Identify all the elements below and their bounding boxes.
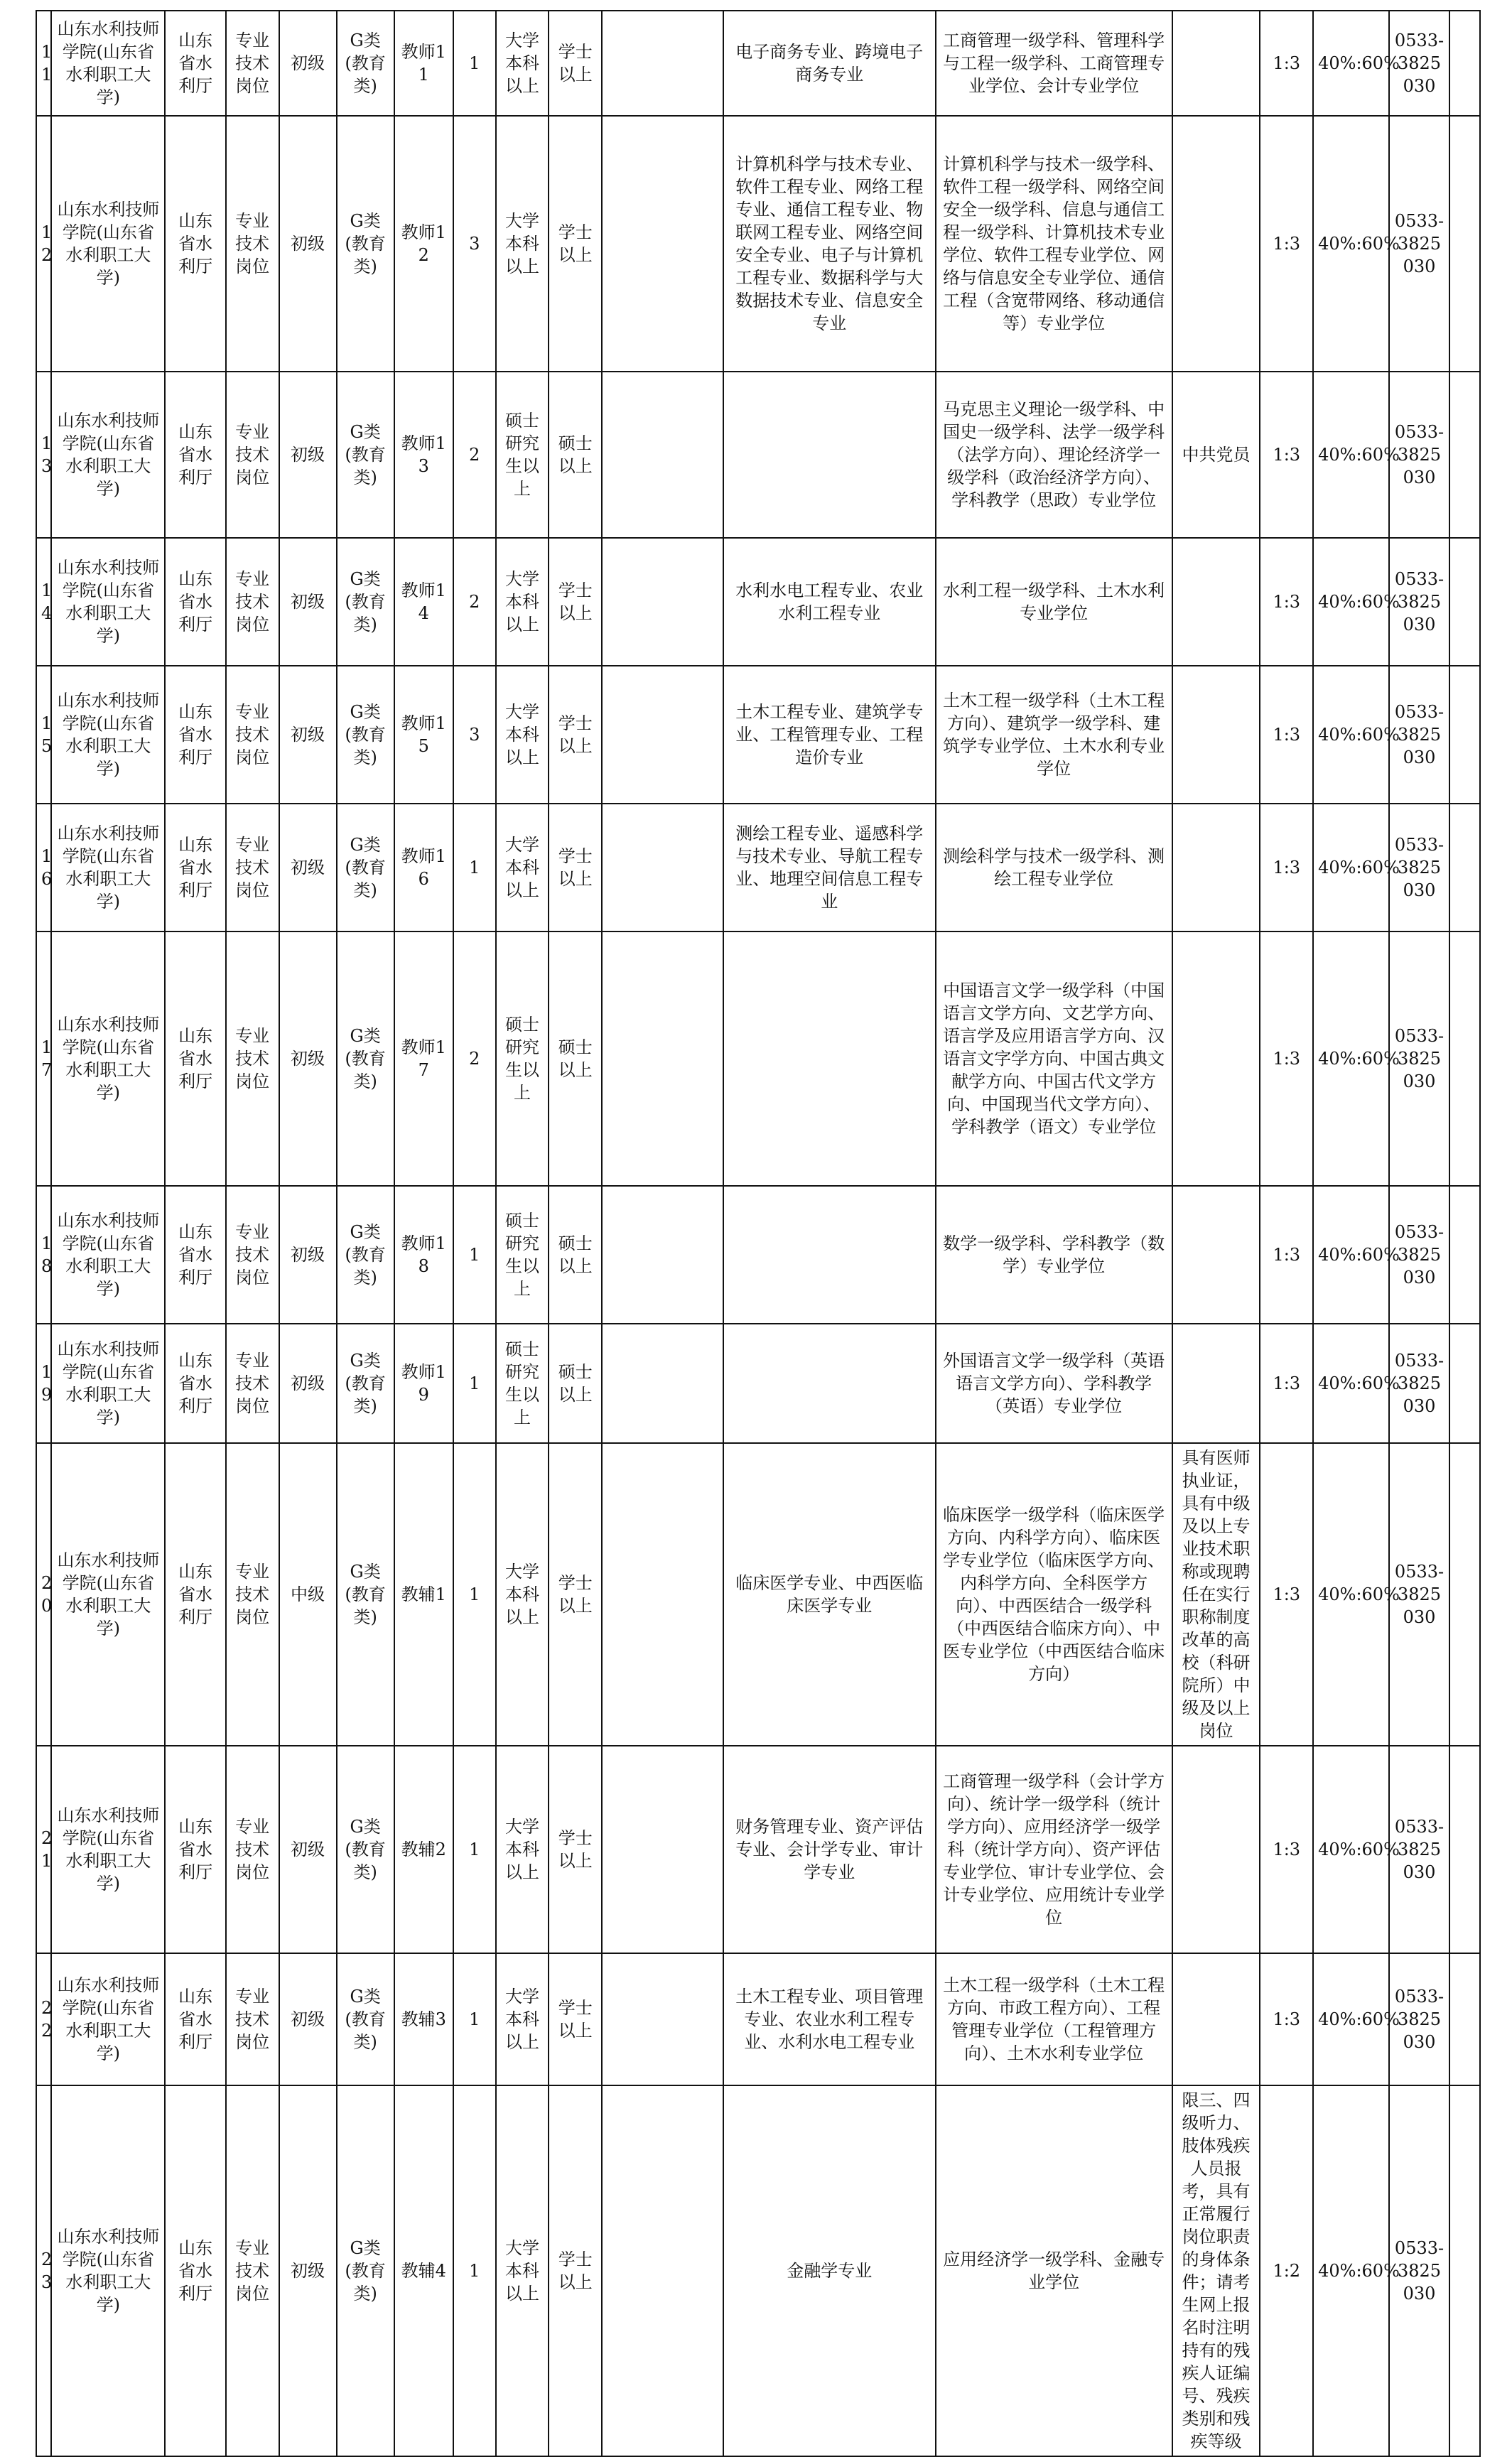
other-requirements: 具有医师执业证，具有中级及以上专业技术职称或现聘任在实行职称制度改革的高校（科研院所）中级及以上岗位 — [1172, 1443, 1260, 1746]
exam-ratio: 1:3 — [1260, 932, 1313, 1186]
recruitment-table — [36, 10, 1481, 2457]
trailing-blank-cell — [1449, 2085, 1480, 2456]
education-requirement: 硕士研究生以上 — [496, 1186, 549, 1324]
education-requirement: 大学本科以上 — [496, 11, 549, 116]
degree-requirement: 学士以上 — [549, 804, 602, 932]
recruitment-table-sheet — [36, 10, 1481, 2457]
education-requirement: 硕士研究生以上 — [496, 932, 549, 1186]
table-row — [36, 116, 1480, 372]
table-row — [36, 1324, 1480, 1443]
post-type: 专业技术岗位 — [226, 116, 279, 372]
exam-ratio: 1:3 — [1260, 1443, 1313, 1746]
score-weight: 40%:60% — [1313, 538, 1389, 666]
hire-count: 1 — [453, 804, 496, 932]
table-row — [36, 1186, 1480, 1324]
postgraduate-majors: 应用经济学一级学科、金融专业学位 — [936, 2085, 1172, 2456]
undergraduate-majors — [723, 1324, 936, 1443]
post-category: G类(教育类) — [337, 932, 394, 1186]
employer-name: 山东水利技师学院(山东省水利职工大学) — [51, 538, 165, 666]
supervising-dept: 山东省水利厅 — [165, 1746, 225, 1953]
undergraduate-majors: 土木工程专业、建筑学专业、工程管理专业、工程造价专业 — [723, 666, 936, 804]
contact-phone: 0533-3825030 — [1389, 116, 1449, 372]
blank-cell — [602, 1443, 723, 1746]
supervising-dept: 山东省水利厅 — [165, 1324, 225, 1443]
post-name: 教师13 — [394, 372, 453, 538]
post-name: 教师18 — [394, 1186, 453, 1324]
trailing-blank-cell — [1449, 932, 1480, 1186]
contact-phone: 0533-3825030 — [1389, 804, 1449, 932]
table-row — [36, 1746, 1480, 1953]
post-level: 中级 — [279, 1443, 337, 1746]
contact-phone: 0533-3825030 — [1389, 11, 1449, 116]
contact-phone: 0533-3825030 — [1389, 2085, 1449, 2456]
supervising-dept: 山东省水利厅 — [165, 2085, 225, 2456]
other-requirements — [1172, 1324, 1260, 1443]
other-requirements — [1172, 1746, 1260, 1953]
education-requirement: 硕士研究生以上 — [496, 1324, 549, 1443]
post-category: G类(教育类) — [337, 804, 394, 932]
exam-ratio: 1:3 — [1260, 538, 1313, 666]
trailing-blank-cell — [1449, 1443, 1480, 1746]
contact-phone: 0533-3825030 — [1389, 666, 1449, 804]
supervising-dept: 山东省水利厅 — [165, 11, 225, 116]
undergraduate-majors: 测绘工程专业、遥感科学与技术专业、导航工程专业、地理空间信息工程专业 — [723, 804, 936, 932]
postgraduate-majors: 工商管理一级学科（会计学方向）、统计学一级学科（统计学方向）、应用经济学一级学科（统计学方向）、资产评估专业学位、审计专业学位、会计专业学位、应用统计专业学位 — [936, 1746, 1172, 1953]
post-level: 初级 — [279, 116, 337, 372]
blank-cell — [602, 1324, 723, 1443]
exam-ratio: 1:3 — [1260, 1186, 1313, 1324]
contact-phone: 0533-3825030 — [1389, 372, 1449, 538]
post-type: 专业技术岗位 — [226, 372, 279, 538]
blank-cell — [602, 804, 723, 932]
supervising-dept: 山东省水利厅 — [165, 666, 225, 804]
undergraduate-majors: 土木工程专业、项目管理专业、农业水利工程专业、水利水电工程专业 — [723, 1953, 936, 2085]
post-type: 专业技术岗位 — [226, 11, 279, 116]
score-weight: 40%:60% — [1313, 666, 1389, 804]
post-name: 教师16 — [394, 804, 453, 932]
degree-requirement: 学士以上 — [549, 1746, 602, 1953]
blank-cell — [602, 666, 723, 804]
trailing-blank-cell — [1449, 1953, 1480, 2085]
score-weight: 40%:60% — [1313, 932, 1389, 1186]
table-row — [36, 1953, 1480, 2085]
employer-name: 山东水利技师学院(山东省水利职工大学) — [51, 1443, 165, 1746]
hire-count: 1 — [453, 2085, 496, 2456]
undergraduate-majors: 水利水电工程专业、农业水利工程专业 — [723, 538, 936, 666]
undergraduate-majors — [723, 932, 936, 1186]
exam-ratio: 1:3 — [1260, 116, 1313, 372]
hire-count: 3 — [453, 666, 496, 804]
post-name: 教师17 — [394, 932, 453, 1186]
other-requirements — [1172, 1186, 1260, 1324]
education-requirement: 大学本科以上 — [496, 1953, 549, 2085]
row-number: 15 — [36, 666, 51, 804]
post-name: 教辅1 — [394, 1443, 453, 1746]
education-requirement: 大学本科以上 — [496, 538, 549, 666]
score-weight: 40%:60% — [1313, 372, 1389, 538]
degree-requirement: 学士以上 — [549, 538, 602, 666]
education-requirement: 大学本科以上 — [496, 2085, 549, 2456]
degree-requirement: 硕士以上 — [549, 372, 602, 538]
contact-phone: 0533-3825030 — [1389, 932, 1449, 1186]
row-number: 20 — [36, 1443, 51, 1746]
hire-count: 1 — [453, 1443, 496, 1746]
hire-count: 2 — [453, 538, 496, 666]
employer-name: 山东水利技师学院(山东省水利职工大学) — [51, 932, 165, 1186]
other-requirements: 中共党员 — [1172, 372, 1260, 538]
exam-ratio: 1:3 — [1260, 1953, 1313, 2085]
row-number: 21 — [36, 1746, 51, 1953]
supervising-dept: 山东省水利厅 — [165, 116, 225, 372]
supervising-dept: 山东省水利厅 — [165, 1953, 225, 2085]
employer-name: 山东水利技师学院(山东省水利职工大学) — [51, 116, 165, 372]
employer-name: 山东水利技师学院(山东省水利职工大学) — [51, 1746, 165, 1953]
table-row — [36, 804, 1480, 932]
post-type: 专业技术岗位 — [226, 1746, 279, 1953]
degree-requirement: 硕士以上 — [549, 1186, 602, 1324]
post-category: G类(教育类) — [337, 1186, 394, 1324]
hire-count: 1 — [453, 1186, 496, 1324]
employer-name: 山东水利技师学院(山东省水利职工大学) — [51, 11, 165, 116]
exam-ratio: 1:3 — [1260, 1746, 1313, 1953]
degree-requirement: 学士以上 — [549, 666, 602, 804]
trailing-blank-cell — [1449, 116, 1480, 372]
supervising-dept: 山东省水利厅 — [165, 932, 225, 1186]
other-requirements — [1172, 804, 1260, 932]
post-level: 初级 — [279, 932, 337, 1186]
blank-cell — [602, 932, 723, 1186]
degree-requirement: 学士以上 — [549, 1953, 602, 2085]
post-level: 初级 — [279, 11, 337, 116]
postgraduate-majors: 临床医学一级学科（临床医学方向、内科学方向）、临床医学专业学位（临床医学方向、内科学方向、全科医学方向）、中西医结合一级学科（中西医结合临床方向）、中医专业学位（中西医结合临床方向） — [936, 1443, 1172, 1746]
table-row — [36, 372, 1480, 538]
post-category: G类(教育类) — [337, 1324, 394, 1443]
score-weight: 40%:60% — [1313, 1443, 1389, 1746]
post-category: G类(教育类) — [337, 1443, 394, 1746]
supervising-dept: 山东省水利厅 — [165, 538, 225, 666]
trailing-blank-cell — [1449, 538, 1480, 666]
row-number: 13 — [36, 372, 51, 538]
table-row — [36, 666, 1480, 804]
other-requirements — [1172, 1953, 1260, 2085]
trailing-blank-cell — [1449, 1186, 1480, 1324]
education-requirement: 大学本科以上 — [496, 1443, 549, 1746]
undergraduate-majors: 临床医学专业、中西医临床医学专业 — [723, 1443, 936, 1746]
employer-name: 山东水利技师学院(山东省水利职工大学) — [51, 2085, 165, 2456]
postgraduate-majors: 外国语言文学一级学科（英语语言文学方向）、学科教学（英语）专业学位 — [936, 1324, 1172, 1443]
postgraduate-majors: 工商管理一级学科、管理科学与工程一级学科、工商管理专业学位、会计专业学位 — [936, 11, 1172, 116]
trailing-blank-cell — [1449, 11, 1480, 116]
score-weight: 40%:60% — [1313, 1746, 1389, 1953]
post-level: 初级 — [279, 538, 337, 666]
post-type: 专业技术岗位 — [226, 804, 279, 932]
supervising-dept: 山东省水利厅 — [165, 1186, 225, 1324]
post-type: 专业技术岗位 — [226, 1953, 279, 2085]
post-level: 初级 — [279, 372, 337, 538]
score-weight: 40%:60% — [1313, 804, 1389, 932]
post-type: 专业技术岗位 — [226, 538, 279, 666]
post-level: 初级 — [279, 1186, 337, 1324]
post-type: 专业技术岗位 — [226, 1324, 279, 1443]
employer-name: 山东水利技师学院(山东省水利职工大学) — [51, 804, 165, 932]
undergraduate-majors: 计算机科学与技术专业、软件工程专业、网络工程专业、通信工程专业、物联网工程专业、网络空间安全专业、电子与计算机工程专业、数据科学与大数据技术专业、信息安全专业 — [723, 116, 936, 372]
contact-phone: 0533-3825030 — [1389, 538, 1449, 666]
contact-phone: 0533-3825030 — [1389, 1186, 1449, 1324]
supervising-dept: 山东省水利厅 — [165, 804, 225, 932]
score-weight: 40%:60% — [1313, 116, 1389, 372]
blank-cell — [602, 1746, 723, 1953]
post-category: G类(教育类) — [337, 2085, 394, 2456]
education-requirement: 大学本科以上 — [496, 1746, 549, 1953]
trailing-blank-cell — [1449, 804, 1480, 932]
postgraduate-majors: 中国语言文学一级学科（中国语言文学方向、文艺学方向、语言学及应用语言学方向、汉语言文字学方向、中国古典文献学方向、中国古代文学方向、中国现当代文学方向）、学科教学（语文）专业学位 — [936, 932, 1172, 1186]
degree-requirement: 硕士以上 — [549, 932, 602, 1186]
postgraduate-majors: 马克思主义理论一级学科、中国史一级学科、法学一级学科（法学方向）、理论经济学一级学科（政治经济学方向）、学科教学（思政）专业学位 — [936, 372, 1172, 538]
undergraduate-majors: 电子商务专业、跨境电子商务专业 — [723, 11, 936, 116]
contact-phone: 0533-3825030 — [1389, 1443, 1449, 1746]
employer-name: 山东水利技师学院(山东省水利职工大学) — [51, 1953, 165, 2085]
blank-cell — [602, 11, 723, 116]
degree-requirement: 学士以上 — [549, 2085, 602, 2456]
score-weight: 40%:60% — [1313, 11, 1389, 116]
post-name: 教师15 — [394, 666, 453, 804]
row-number: 18 — [36, 1186, 51, 1324]
employer-name: 山东水利技师学院(山东省水利职工大学) — [51, 372, 165, 538]
undergraduate-majors: 财务管理专业、资产评估专业、会计学专业、审计学专业 — [723, 1746, 936, 1953]
post-type: 专业技术岗位 — [226, 2085, 279, 2456]
supervising-dept: 山东省水利厅 — [165, 372, 225, 538]
postgraduate-majors: 测绘科学与技术一级学科、测绘工程专业学位 — [936, 804, 1172, 932]
post-type: 专业技术岗位 — [226, 932, 279, 1186]
employer-name: 山东水利技师学院(山东省水利职工大学) — [51, 666, 165, 804]
post-level: 初级 — [279, 1953, 337, 2085]
table-row — [36, 11, 1480, 116]
score-weight: 40%:60% — [1313, 1186, 1389, 1324]
hire-count: 3 — [453, 116, 496, 372]
other-requirements — [1172, 538, 1260, 666]
postgraduate-majors: 土木工程一级学科（土木工程方向、市政工程方向）、工程管理专业学位（工程管理方向）、土木水利专业学位 — [936, 1953, 1172, 2085]
undergraduate-majors: 金融学专业 — [723, 2085, 936, 2456]
undergraduate-majors — [723, 372, 936, 538]
employer-name: 山东水利技师学院(山东省水利职工大学) — [51, 1186, 165, 1324]
postgraduate-majors: 水利工程一级学科、土木水利专业学位 — [936, 538, 1172, 666]
score-weight: 40%:60% — [1313, 2085, 1389, 2456]
education-requirement: 大学本科以上 — [496, 804, 549, 932]
post-category: G类(教育类) — [337, 372, 394, 538]
blank-cell — [602, 2085, 723, 2456]
other-requirements — [1172, 932, 1260, 1186]
other-requirements — [1172, 666, 1260, 804]
post-level: 初级 — [279, 1746, 337, 1953]
exam-ratio: 1:3 — [1260, 372, 1313, 538]
hire-count: 2 — [453, 372, 496, 538]
post-type: 专业技术岗位 — [226, 666, 279, 804]
exam-ratio: 1:2 — [1260, 2085, 1313, 2456]
degree-requirement: 硕士以上 — [549, 1324, 602, 1443]
row-number: 22 — [36, 1953, 51, 2085]
contact-phone: 0533-3825030 — [1389, 1953, 1449, 2085]
row-number: 11 — [36, 11, 51, 116]
exam-ratio: 1:3 — [1260, 804, 1313, 932]
table-row — [36, 2085, 1480, 2456]
post-type: 专业技术岗位 — [226, 1186, 279, 1324]
blank-cell — [602, 372, 723, 538]
post-name: 教师11 — [394, 11, 453, 116]
postgraduate-majors: 计算机科学与技术一级学科、软件工程一级学科、网络空间安全一级学科、信息与通信工程一级学科、计算机技术专业学位、软件工程专业学位、网络与信息安全专业学位、通信工程（含宽带网络、移动通信等）专业学位 — [936, 116, 1172, 372]
row-number: 14 — [36, 538, 51, 666]
employer-name: 山东水利技师学院(山东省水利职工大学) — [51, 1324, 165, 1443]
row-number: 16 — [36, 804, 51, 932]
blank-cell — [602, 1186, 723, 1324]
post-category: G类(教育类) — [337, 116, 394, 372]
undergraduate-majors — [723, 1186, 936, 1324]
postgraduate-majors: 数学一级学科、学科教学（数学）专业学位 — [936, 1186, 1172, 1324]
post-level: 初级 — [279, 666, 337, 804]
post-name: 教师12 — [394, 116, 453, 372]
table-row — [36, 932, 1480, 1186]
post-category: G类(教育类) — [337, 666, 394, 804]
trailing-blank-cell — [1449, 666, 1480, 804]
exam-ratio: 1:3 — [1260, 11, 1313, 116]
education-requirement: 硕士研究生以上 — [496, 372, 549, 538]
hire-count: 1 — [453, 1953, 496, 2085]
postgraduate-majors: 土木工程一级学科（土木工程方向）、建筑学一级学科、建筑学专业学位、土木水利专业学位 — [936, 666, 1172, 804]
row-number: 12 — [36, 116, 51, 372]
degree-requirement: 学士以上 — [549, 1443, 602, 1746]
exam-ratio: 1:3 — [1260, 1324, 1313, 1443]
table-row — [36, 1443, 1480, 1746]
table-row — [36, 538, 1480, 666]
education-requirement: 大学本科以上 — [496, 116, 549, 372]
post-type: 专业技术岗位 — [226, 1443, 279, 1746]
education-requirement: 大学本科以上 — [496, 666, 549, 804]
contact-phone: 0533-3825030 — [1389, 1324, 1449, 1443]
blank-cell — [602, 1953, 723, 2085]
post-category: G类(教育类) — [337, 1953, 394, 2085]
row-number: 23 — [36, 2085, 51, 2456]
post-level: 初级 — [279, 804, 337, 932]
trailing-blank-cell — [1449, 372, 1480, 538]
post-name: 教辅2 — [394, 1746, 453, 1953]
post-name: 教师19 — [394, 1324, 453, 1443]
row-number: 17 — [36, 932, 51, 1186]
hire-count: 1 — [453, 11, 496, 116]
contact-phone: 0533-3825030 — [1389, 1746, 1449, 1953]
post-name: 教辅3 — [394, 1953, 453, 2085]
hire-count: 1 — [453, 1324, 496, 1443]
trailing-blank-cell — [1449, 1324, 1480, 1443]
degree-requirement: 学士以上 — [549, 116, 602, 372]
blank-cell — [602, 538, 723, 666]
other-requirements — [1172, 11, 1260, 116]
post-name: 教师14 — [394, 538, 453, 666]
post-category: G类(教育类) — [337, 538, 394, 666]
post-category: G类(教育类) — [337, 11, 394, 116]
row-number: 19 — [36, 1324, 51, 1443]
other-requirements: 限三、四级听力、肢体残疾人员报考，具有正常履行岗位职责的身体条件；请考生网上报名时注明持有的残疾人证编号、残疾类别和残疾等级 — [1172, 2085, 1260, 2456]
other-requirements — [1172, 116, 1260, 372]
post-name: 教辅4 — [394, 2085, 453, 2456]
score-weight: 40%:60% — [1313, 1324, 1389, 1443]
hire-count: 1 — [453, 1746, 496, 1953]
exam-ratio: 1:3 — [1260, 666, 1313, 804]
blank-cell — [602, 116, 723, 372]
post-level: 初级 — [279, 1324, 337, 1443]
supervising-dept: 山东省水利厅 — [165, 1443, 225, 1746]
trailing-blank-cell — [1449, 1746, 1480, 1953]
degree-requirement: 学士以上 — [549, 11, 602, 116]
post-category: G类(教育类) — [337, 1746, 394, 1953]
hire-count: 2 — [453, 932, 496, 1186]
score-weight: 40%:60% — [1313, 1953, 1389, 2085]
post-level: 初级 — [279, 2085, 337, 2456]
